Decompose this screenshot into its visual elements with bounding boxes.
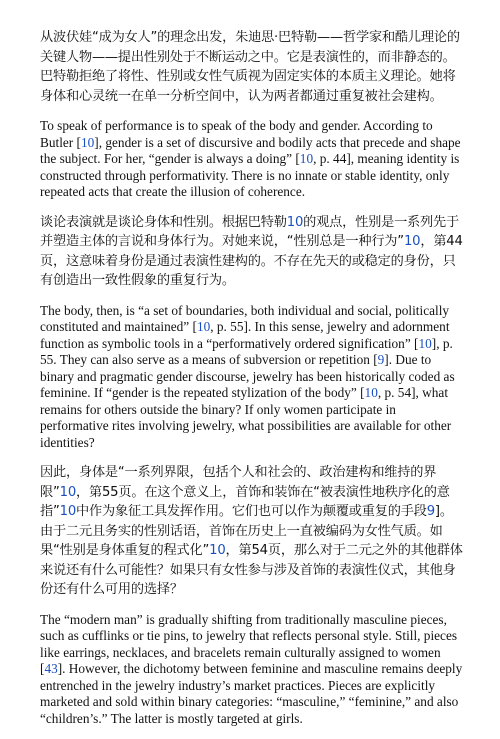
paragraph-text: The “modern man” is gradually shifting from traditionally masculine pieces, such as cufflinks or tie pins, to jewelry that reflects personal style. Still, pieces like earrings, necklaces, and bracelets remain culturally assigned to women [ <box>40 611 458 676</box>
paragraph-text: 因此，身体是“一系列界限，包括个人和社会的、政治建构和维持的界限” <box>40 465 437 500</box>
paragraph-text: 从波伏娃“成为女人”的理念出发，朱迪思·巴特勒——哲学家和酷儿理论的关键人物——提出性别处于不断运动之中。它是表演性的，而非静态的。巴特勒拒绝了将性、性别或女性气质视为固定实体的本质主义理论。她将身体和心灵统一在单一分析空间中，认为两者都通过重复被社会建构。 <box>40 30 460 104</box>
paragraph-text: , p. 54], what remains for others outside the binary? If only women participate in performative rites involving jewelry, what possibilities are available for other identities? <box>40 385 452 450</box>
citation-link[interactable]: 10 <box>403 234 421 249</box>
paragraph-text: The body, then, is “a set of boundaries, both individual and social, politically constituted and maintained” [ <box>40 302 450 334</box>
citation-link[interactable]: 10 <box>418 335 432 351</box>
citation-link[interactable]: 10 <box>81 134 95 150</box>
paragraph-text: ，第54页，那么对于二元之外的其他群体来说还有什么可能性？如果只有女性参与涉及首饰的表演性仪式，其他身份还有什么可用的选择？ <box>40 543 463 597</box>
paragraph-text: ], gender is a set of discursive and bodily acts that precede and shape the subject. For her, “gender is always a doing” [ <box>40 134 461 166</box>
paragraph-zh-3 <box>40 463 464 600</box>
citation-link[interactable]: 9 <box>426 504 435 519</box>
citation-link[interactable]: 10 <box>209 543 226 558</box>
paragraph-text: 的观点，性别是一系列先于并塑造主体的言说和身体行为。对她来说，“性别总是一种行为” <box>40 214 460 249</box>
paragraph-text: 中作为象征工具发挥作用。它们也可以作为颠覆或重复的手段 <box>76 504 427 519</box>
citation-link[interactable]: 10 <box>286 214 304 230</box>
citation-link[interactable]: 10 <box>59 484 77 500</box>
paragraph-text: ]. However, the dichotomy between feminine and masculine remains deeply entrenched in the jewelry industry’s market practices. Pieces are explicitly marketed and sold within binary categories: “masculine,” “feminine,” and also “children’s.” The latter is mostly targeted at girls. <box>40 661 463 726</box>
paragraph-text: ，第55页。在这个意义上，首饰和装饰在“被表演性地秩序化的意指” <box>40 484 450 519</box>
citation-link[interactable]: 43 <box>44 661 58 676</box>
citation-link[interactable]: 9 <box>377 352 385 367</box>
citation-link[interactable]: 10 <box>364 385 378 400</box>
paragraph-en-1 <box>40 118 464 201</box>
citation-link[interactable]: 10 <box>59 504 77 519</box>
paragraph-text: ]。由于二元且务实的性别话语，首饰在历史上一直被编码为女性气质。如果“性别是身体重复的程式化” <box>40 504 453 558</box>
paragraph-zh-1 <box>40 28 464 106</box>
paragraph-zh-2 <box>40 213 464 291</box>
paragraph-text: ]. Due to binary and pragmatic gender discourse, jewelry has been historically coded as feminine. If “gender is the repeated stylization of the body” [ <box>40 352 455 400</box>
citation-link[interactable]: 10 <box>299 151 314 166</box>
paragraph-text: ], p. 55. They can also serve as a means of subversion or repetition [ <box>40 335 453 367</box>
paragraph-text: , p. 55]. In this sense, jewelry and adornment function as symbolic tools in a “performatively ordered signification” [ <box>40 319 450 351</box>
paragraph-text: , p. 44], meaning identity is constructed through performativity. There is no innate or stable identity, only repeated acts that create the illusion of coherence. <box>40 151 460 199</box>
paragraph-en-3 <box>40 612 464 728</box>
paragraph-en-2 <box>40 303 464 452</box>
citation-link[interactable]: 10 <box>196 319 211 334</box>
paragraph-text: ，第44页，这意味着身份是通过表演性建构的。不存在先天的或稳定的身份，只有创造出一致性假象的重复行为。 <box>40 234 463 288</box>
paragraph-text: 谈论表演就是谈论身体和性别。根据巴特勒 <box>40 214 287 230</box>
paragraph-text: To speak of performance is to speak of the body and gender. According to Butler [ <box>40 118 433 150</box>
document-page <box>40 28 464 739</box>
